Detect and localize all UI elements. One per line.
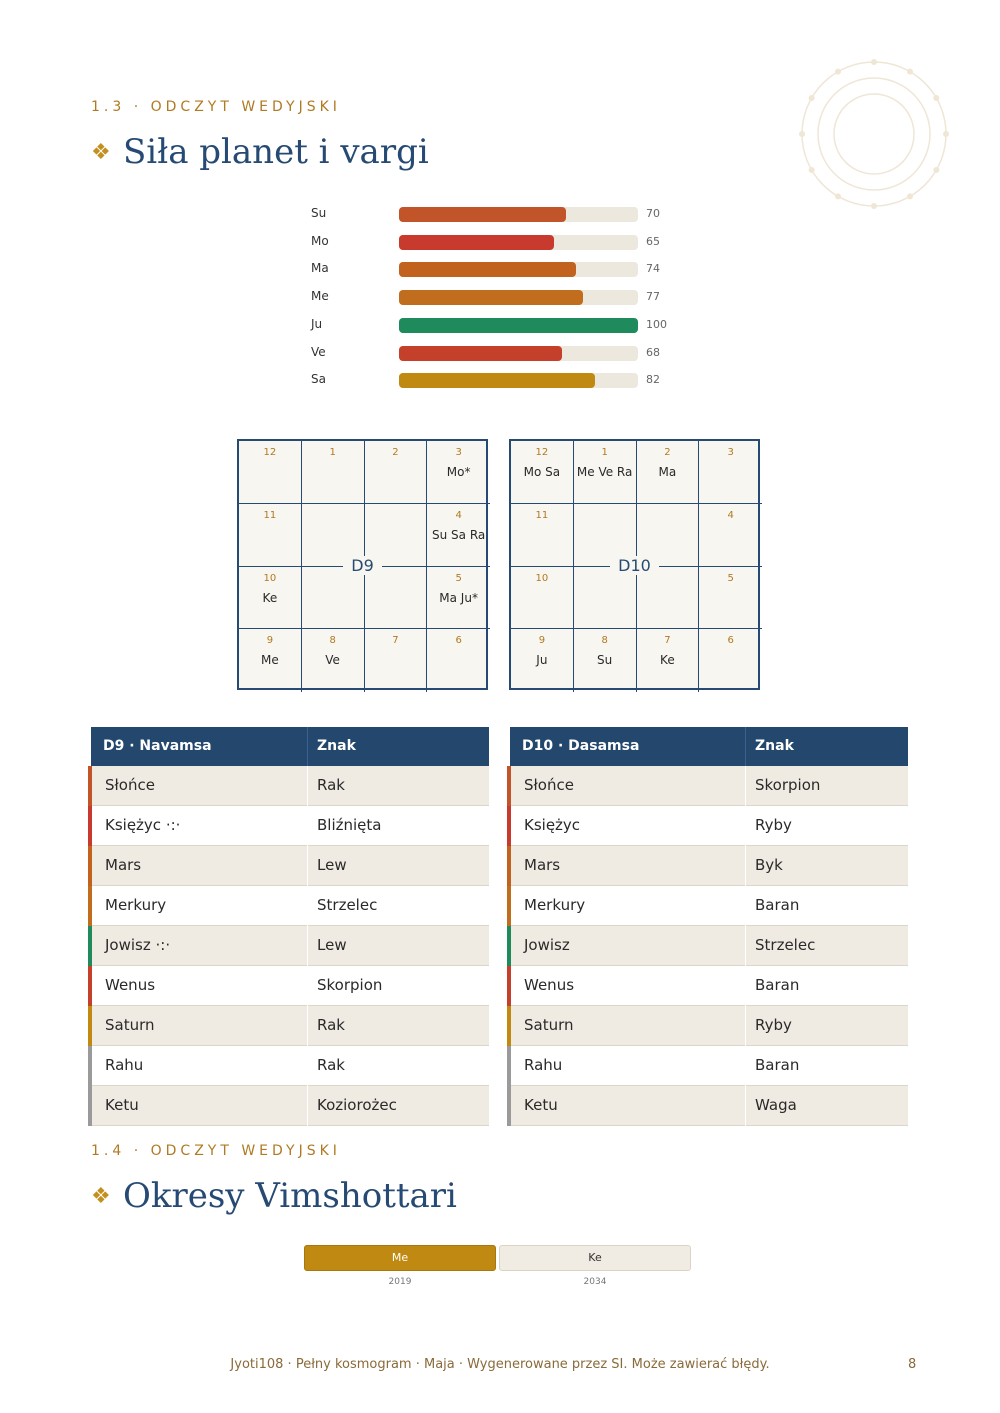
sign-name: Koziorożec [317,1096,397,1114]
cell-divider [307,766,308,806]
sign-name: Baran [755,896,800,914]
table-row [91,1046,489,1086]
house-cell-7 [637,629,700,692]
strength-row [311,206,691,224]
planet-label: Ve [311,344,326,359]
table-row [91,846,489,886]
table-header [510,727,908,766]
house-number: 6 [455,635,462,647]
house-planets: Ju [536,653,548,668]
mandala-dot [809,95,815,101]
planet-name: Rahu [105,1056,144,1074]
strength-row [311,261,691,279]
header-planet: D9 · Navamsa [103,738,212,754]
page-title: Siła planet i vargi [123,132,429,172]
planet-name: Mars [105,856,142,874]
table-row [510,926,908,966]
house-planets: Ke [262,590,278,605]
house-number: 7 [392,635,399,647]
house-number: 2 [664,447,671,458]
house-planets: Su Sa Ra [432,527,486,542]
chart-title-label: D9 [343,556,382,575]
row-accent [88,1086,92,1126]
sign-name: Strzelec [317,896,378,914]
table-row [91,1006,489,1046]
planet-label: Sa [311,372,326,387]
planet-name: Mars [524,856,561,874]
house-number: 1 [601,447,608,458]
row-accent [88,806,92,846]
house-number: 12 [263,447,277,458]
planet-name: Merkury [524,896,586,914]
strength-track [399,262,638,277]
footer-text: Jyoti108 · Pełny kosmogram · Maja · Wygenerowane przez SI. Może zawierać błędy. [230,1357,770,1372]
planet-name: Ketu [105,1096,139,1114]
house-number: 4 [727,509,734,521]
house-planets: Su [597,653,613,668]
cell-divider [307,1046,308,1086]
table-row [510,886,908,926]
strength-value: 100 [646,317,667,331]
sign-name: Lew [317,936,347,954]
strength-bar [399,235,554,250]
planet-label: Me [311,289,329,304]
cell-divider [307,966,308,1006]
mandala-dot [835,69,841,75]
chart-title [239,556,486,575]
house-planets: Me Ve Ra [576,465,633,479]
house-cell-6 [699,629,762,692]
cell-divider [307,886,308,926]
header-planet: D10 · Dasamsa [522,738,640,754]
house-number: 11 [535,509,549,521]
strength-bar [399,207,566,222]
planet-name: Rahu [524,1056,563,1074]
row-accent [88,1006,92,1046]
strength-row [311,372,691,390]
planet-name: Merkury [105,896,167,914]
planet-name: Słońce [524,776,574,794]
house-number: 9 [538,635,546,647]
strength-value: 70 [646,207,660,220]
chart-center-cell [302,567,365,630]
house-number: 2 [392,447,399,458]
diamond-ornament-icon: ❖ [91,1183,111,1209]
strength-track [399,373,638,388]
row-accent [507,1006,511,1046]
strength-bar [399,290,583,305]
house-planets: Ma Ju* [439,590,478,605]
row-accent [88,1046,92,1086]
chart-title [511,556,758,575]
mandala-dot [871,203,877,209]
house-number: 3 [455,447,462,458]
table-row [510,766,908,806]
strength-bar [399,346,562,361]
header-divider [745,727,746,766]
house-cell-1 [574,441,637,504]
house-planets: Mo* [446,465,471,479]
sign-name: Lew [317,856,347,874]
section-title [91,1176,457,1216]
house-cell-3 [699,441,762,504]
house-number: 11 [263,509,277,521]
row-accent [507,806,511,846]
header-sign: Znak [317,738,356,754]
house-number: 8 [329,635,336,647]
house-cell-8 [302,629,365,692]
row-accent [507,1046,511,1086]
cell-divider [307,1086,308,1126]
house-cell-2 [365,441,428,504]
cell-divider [745,1006,746,1046]
strength-value: 74 [646,262,660,276]
section-heading: Okresy Vimshottari [123,1176,457,1216]
row-accent [88,966,92,1006]
strength-value: 68 [646,345,660,359]
section-title [91,132,429,172]
planet-label: Mo [311,233,329,248]
cell-divider [745,926,746,966]
house-number: 9 [266,635,274,647]
header-sign: Znak [755,738,794,754]
strength-track [399,318,638,333]
table-row [510,806,908,846]
planet-name: Wenus [105,976,156,994]
planet-name: Saturn [105,1016,155,1034]
planet-name: Ketu [524,1096,558,1114]
row-accent [88,886,92,926]
cell-divider [745,886,746,926]
row-accent [507,886,511,926]
strength-row [311,289,691,307]
mandala-dot [907,69,913,75]
house-cell-8 [574,629,637,692]
strength-track [399,346,638,361]
mandala-decoration-icon [798,58,950,210]
dasha-year: 2034 [583,1277,607,1287]
house-number: 7 [664,635,671,647]
row-accent [507,766,511,806]
cell-divider [307,926,308,966]
sign-name: Waga [755,1096,797,1114]
table-row [510,1006,908,1046]
strength-value: 65 [646,234,660,248]
sign-name: Ryby [755,816,792,834]
house-cell-10 [239,567,302,630]
cell-divider [745,966,746,1006]
cell-divider [745,1046,746,1086]
dasha-period: Ke [499,1245,691,1271]
house-number: 1 [329,447,336,458]
house-number: 12 [535,447,549,458]
section-label: 1.3 · ODCZYT WEDYJSKI [91,99,341,115]
section-label: 1.4 · ODCZYT WEDYJSKI [91,1143,341,1159]
mandala-dot [799,131,805,137]
strength-track [399,235,638,250]
row-accent [88,766,92,806]
house-planets: Ve [325,653,340,668]
house-cell-1 [302,441,365,504]
sign-name: Baran [755,976,800,994]
house-cell-10 [511,567,574,630]
dasha-period: Me [304,1245,496,1271]
strength-bar [399,318,638,333]
house-planets: Me [261,653,279,668]
sign-name: Skorpion [755,776,821,794]
table-row [510,966,908,1006]
house-number: 5 [727,572,734,584]
strength-row [311,317,691,335]
mandala-dot [943,131,949,137]
table-row [510,846,908,886]
table-row [510,1046,908,1086]
table-row [91,766,489,806]
cell-divider [745,766,746,806]
table-row [91,886,489,926]
mandala-dot [871,59,877,65]
diamond-ornament-icon: ❖ [91,139,111,165]
row-accent [507,846,511,886]
mandala-dot [933,167,939,173]
planet-label: Ju [311,316,323,331]
sign-name: Rak [317,1016,345,1034]
table-row [91,1086,489,1126]
house-cell-2 [637,441,700,504]
cell-divider [745,1086,746,1126]
sign-name: Rak [317,1056,345,1074]
dasha-year: 2019 [388,1277,412,1287]
house-cell-5 [699,567,762,630]
house-cell-12 [239,441,302,504]
sign-name: Bliźnięta [317,816,382,834]
house-cell-9 [511,629,574,692]
row-accent [88,846,92,886]
house-cell-5 [427,567,490,630]
planet-name: Jowisz [524,936,570,954]
house-cell-9 [239,629,302,692]
planet-name: Księżyc [524,816,581,834]
planet-label: Ma [311,261,329,276]
planet-name: Wenus [524,976,575,994]
row-accent [507,1086,511,1126]
strength-row [311,345,691,363]
cell-divider [307,806,308,846]
planet-name: Księżyc ·:· [105,816,181,834]
page-number: 8 [908,1357,917,1372]
house-cell-3 [427,441,490,504]
row-accent [88,926,92,966]
d9-chart [237,439,488,690]
table-row [91,966,489,1006]
cell-divider [307,846,308,886]
strength-bar [399,373,595,388]
cell-divider [745,806,746,846]
chart-title-label: D10 [610,556,659,575]
table-header [91,727,489,766]
strength-value: 82 [646,373,660,387]
house-number: 8 [601,635,608,647]
house-number: 4 [455,509,462,521]
mandala-dot [835,193,841,199]
cell-divider [307,1006,308,1046]
cell-divider [745,846,746,886]
sign-name: Ryby [755,1016,792,1034]
row-accent [507,926,511,966]
house-planets: Ma [658,465,677,479]
sign-name: Byk [755,856,783,874]
sign-name: Skorpion [317,976,383,994]
house-number: 3 [727,447,734,458]
mandala-dot [809,167,815,173]
strength-bar [399,262,576,277]
sign-name: Rak [317,776,345,794]
house-cell-6 [427,629,490,692]
mandala-dot [907,193,913,199]
planet-name: Jowisz ·:· [105,936,171,954]
house-number: 10 [535,572,549,584]
strength-track [399,290,638,305]
planet-label: Su [311,206,327,220]
chart-center-cell [637,567,700,630]
house-number: 5 [455,572,462,584]
house-planets: Mo Sa [523,465,561,479]
strength-value: 77 [646,290,660,304]
table-row [91,806,489,846]
house-cell-7 [365,629,428,692]
strength-row [311,234,691,252]
sign-name: Baran [755,1056,800,1074]
d10-chart [509,439,760,690]
house-cell-12 [511,441,574,504]
chart-center-cell [574,567,637,630]
planet-name: Saturn [524,1016,574,1034]
strength-track [399,207,638,222]
house-planets: Ke [660,653,675,668]
table-row [510,1086,908,1126]
sign-name: Strzelec [755,936,816,954]
house-number: 6 [727,635,734,647]
header-divider [307,727,308,766]
mandala-dot [933,95,939,101]
house-number: 10 [263,572,277,584]
planet-name: Słońce [105,776,155,794]
table-row [91,926,489,966]
chart-center-cell [365,567,428,630]
row-accent [507,966,511,1006]
